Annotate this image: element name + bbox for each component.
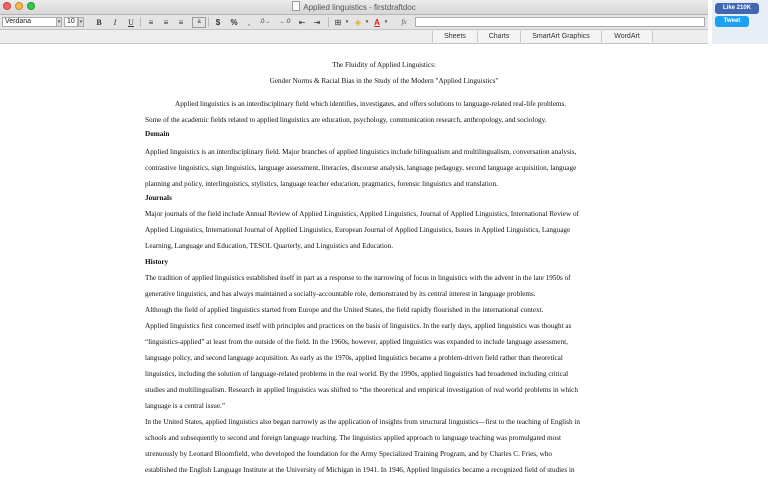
social-share-panel	[712, 0, 768, 44]
paragraph-line: studies and multilingualism. Research in applied linguistics was shifted to “the theoretical and empirical investigation of real world problems in which	[145, 386, 578, 394]
tab-wordart[interactable]: WordArt	[601, 31, 653, 42]
paragraph-line: Some of the academic fields related to applied linguistics are education, psychology, communication research, anthropology, and sociology.	[145, 116, 547, 124]
align-center-icon[interactable]: ≡	[163, 18, 169, 27]
paragraph-line: established the English Language Institute at the University of Michigan in 1941. In 1946, Applied linguistics became a recognized field of studies in	[145, 466, 575, 474]
underline-button[interactable]: U	[128, 18, 134, 27]
paragraph-line: language is a central issue.”	[145, 402, 226, 410]
tab-charts[interactable]: Charts	[477, 31, 521, 42]
paragraph-line: Applied Linguistics, International Journal of Applied Linguistics, European Journal of Applied Linguistics, Issues in Applied Linguistics, Language	[145, 226, 571, 234]
document-icon	[292, 1, 300, 11]
comma-style-icon[interactable]: ,	[247, 18, 251, 27]
formula-bar-input[interactable]	[415, 17, 705, 27]
font-size-field[interactable]: 10	[64, 17, 78, 27]
toolbar-divider	[140, 17, 141, 27]
paragraph-line: “linguistics-applied” at least from the outside of the field. In the 1960s, however, applied linguistics was expanded to include language assessment,	[145, 338, 568, 346]
window-title-text: Applied linguistics - firstdraftdoc	[303, 3, 416, 12]
decrease-decimal-icon[interactable]: ←.0	[279, 19, 291, 25]
font-name-field[interactable]: Verdana	[2, 17, 57, 27]
section-heading: Journals	[145, 194, 172, 202]
paragraph-line: linguistics, including the solution of language-related problems in the real world. By the 1990s, applied linguistics had broadened including critical	[145, 370, 569, 378]
paragraph-line: contrastive linguistics, sign linguistics, language assessment, literacies, discourse analysis, language pedagogy, second language acquisition, language	[145, 164, 577, 172]
paragraph-line: Although the field of applied linguistics started from Europe and the United States, the field rapidly flourished in the international context.	[145, 306, 544, 314]
title-bar	[0, 0, 708, 15]
paragraph-line: Learning, Language and Education, TESOL Quarterly, and Linguistics and Education.	[145, 242, 394, 250]
like-button[interactable]: Like 210K	[715, 3, 759, 14]
tab-sheets[interactable]: Sheets	[432, 31, 478, 42]
paragraph-line: language policy, and second language acquisition. As early as the 1970s, applied linguistics became a problem-driven field rather than theoretical	[145, 354, 563, 362]
font-name-dropdown[interactable]: ▾	[57, 19, 61, 25]
document-title: The Fluidity of Applied Linguistics:	[332, 61, 436, 69]
paragraph-line: Applied linguistics is an interdisciplinary field. Major branches of applied linguistics include bilingualism and multilingualism, conversation analysis,	[145, 148, 577, 156]
paragraph-line: Applied linguistics first concerned itself with principles and practices on the basis of linguistics. In the early days, applied linguistics was thought as	[145, 322, 572, 330]
toolbar-divider	[208, 17, 209, 27]
paragraph-line: strenuously by Leonard Bloomfield, who developed the foundation for the Army Specialized Training Program, and by Charles C. Fries, who	[145, 450, 553, 458]
bold-button[interactable]: B	[96, 18, 102, 27]
borders-icon[interactable]: ⊞	[334, 18, 342, 27]
tweet-button[interactable]: Tweet	[715, 16, 749, 27]
fill-color-icon[interactable]: ◈	[354, 18, 362, 27]
increase-decimal-icon[interactable]: .0→	[259, 19, 271, 25]
font-color-icon[interactable]: A	[374, 18, 380, 27]
section-heading: History	[145, 258, 169, 266]
percent-button[interactable]: %	[230, 18, 238, 27]
fx-label: fx	[401, 18, 407, 26]
currency-button[interactable]: $	[215, 18, 221, 27]
paragraph-line: Applied linguistics is an interdisciplinary field which identifies, investigates, and offers solutions to language-related real-life problems.	[175, 100, 567, 108]
merge-cells-icon[interactable]: a	[192, 17, 206, 28]
format-toolbar	[0, 15, 708, 30]
paragraph-line: Major journals of the field include Annual Review of Applied Linguistics, Applied Linguistics, Journal of Applied Linguistics, International Review of	[145, 210, 579, 218]
align-left-icon[interactable]: ≡	[148, 18, 154, 27]
font-size-dropdown[interactable]: ▾	[79, 19, 83, 25]
chevron-down-icon[interactable]: ▾	[365, 19, 369, 25]
align-right-icon[interactable]: ≡	[178, 18, 184, 27]
increase-indent-icon[interactable]: ⇥	[313, 18, 321, 27]
window-title	[0, 1, 708, 12]
italic-button[interactable]: I	[113, 18, 117, 27]
document-body[interactable]	[0, 44, 768, 477]
paragraph-line: planning and policy, interlinguistics, stylistics, language teacher education, pragmatics, forensic linguistics and translation.	[145, 180, 498, 188]
tab-smartart-graphics[interactable]: SmartArt Graphics	[520, 31, 602, 42]
paragraph-line: schools and subsequently to second and foreign language teaching. The linguistics applied approach to language teaching was promulgated most	[145, 434, 562, 442]
document-subtitle: Gender Norms & Racial Bias in the Study of the Modern "Applied Linguistics"	[269, 77, 499, 85]
paragraph-line: The tradition of applied linguistics established itself in part as a response to the narrowing of focus in linguistics with the advent in the late 1950s of	[145, 274, 571, 282]
section-heading: Domain	[145, 130, 170, 138]
toolbar-divider	[328, 17, 329, 27]
chevron-down-icon[interactable]: ▾	[345, 19, 349, 25]
decrease-indent-icon[interactable]: ⇤	[298, 18, 306, 27]
paragraph-line: In the United States, applied linguistics also began narrowly as the application of insights from structural linguistics—first to the teaching of English in	[145, 418, 580, 426]
paragraph-line: generative linguistics, and has always maintained a socially-accountable role, demonstrated by its central interest in language problems.	[145, 290, 536, 298]
chevron-down-icon[interactable]: ▾	[384, 19, 388, 25]
ribbon-tabs	[0, 30, 708, 44]
